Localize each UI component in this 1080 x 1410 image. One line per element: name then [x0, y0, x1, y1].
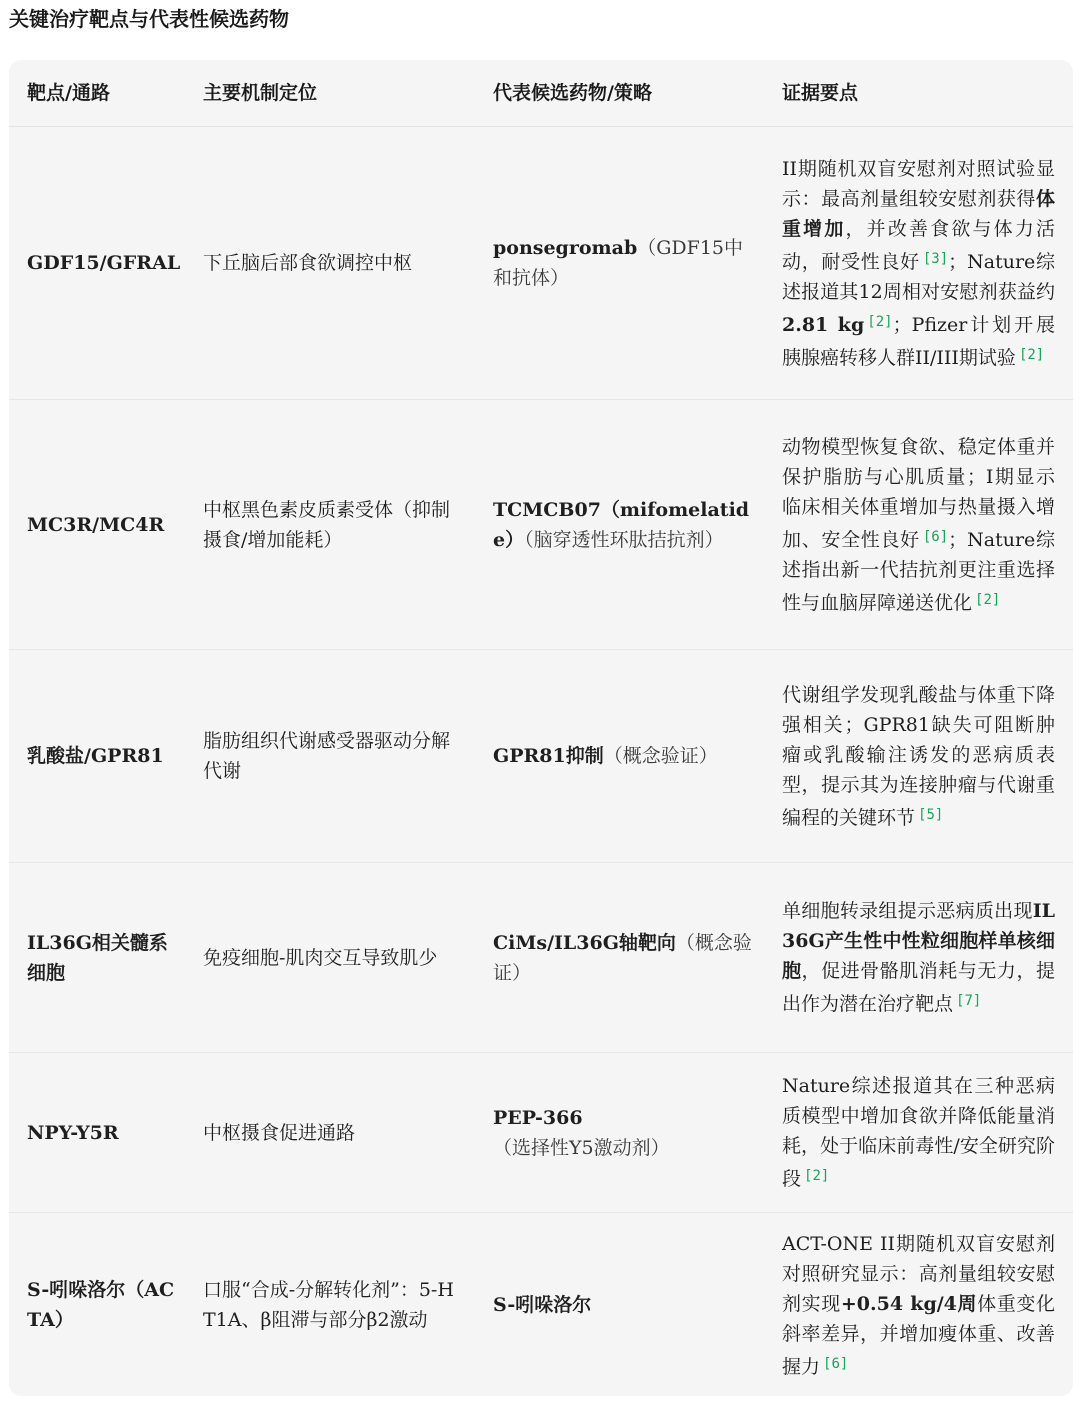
citation-link[interactable]: [5] — [918, 806, 944, 823]
drug-name: ponsegromab — [493, 237, 638, 259]
table-row — [9, 863, 1073, 1053]
evidence-highlight: 体重增加 — [782, 187, 1055, 240]
drug-note: （概念验证） — [603, 745, 718, 767]
mechanism-cell: 免疫细胞-肌肉交互导致肌少 — [203, 946, 438, 969]
drug-name: GPR81抑制 — [493, 745, 604, 767]
drug-cell — [475, 1103, 764, 1163]
drug-name: PEP-366 — [493, 1106, 583, 1129]
citation-link[interactable]: [2] — [975, 591, 1001, 608]
citation-link[interactable]: [2] — [867, 313, 893, 330]
evidence-text: Nature综述报道其在三种恶病质模型中增加食欲并降低能量消耗，处于临床前毒性/安全研究阶段 — [782, 1075, 1055, 1190]
drug-note: （概念验证） — [493, 931, 752, 984]
citation-link[interactable]: [7] — [956, 993, 982, 1009]
evidence-text: 单细胞转录组提示恶病质出现 — [782, 900, 1033, 922]
evidence-cell — [764, 1229, 1073, 1382]
evidence-cell — [764, 432, 1073, 618]
evidence-highlight: +0.54 kg/4周 — [840, 1292, 978, 1315]
evidence-text: ，并改善食欲与体力活动，耐受性良好 — [782, 217, 1055, 273]
page-title: 关键治疗靶点与代表性候选药物 — [9, 7, 289, 31]
mechanism-cell: 脂肪组织代谢感受器驱动分解代谢 — [203, 730, 451, 782]
evidence-cell — [764, 896, 1073, 1019]
mechanism-cell: 中枢黑色素皮质素受体（抑制摄食/增加能耗） — [203, 498, 451, 551]
evidence-text: 体重变化斜率差异，并增加瘦体重、改善握力 — [782, 1292, 1055, 1378]
citation-link[interactable]: [2] — [1018, 346, 1045, 363]
header-evidence: 证据要点 — [782, 82, 859, 104]
evidence-text: ACT-ONE II期随机双盲安慰剂对照研究显示：高剂量组较安慰剂实现 — [782, 1232, 1055, 1315]
drug-cell — [475, 928, 764, 988]
drug-note: （GDF15中和抗体） — [493, 237, 744, 289]
evidence-cell — [764, 154, 1073, 373]
evidence-cell — [764, 680, 1073, 833]
evidence-text: II期随机双盲安慰剂对照试验显示：最高剂量组较安慰剂获得 — [782, 157, 1055, 210]
target-cell: GDF15/GFRAL — [27, 252, 181, 274]
evidence-highlight: 2.81 kg — [782, 313, 865, 336]
mechanism-cell: 下丘脑后部食欲调控中枢 — [203, 252, 413, 274]
mechanism-cell: 口服“合成-分解转化剂”：5-HT1A、β阻滞与部分β2激动 — [203, 1279, 454, 1331]
table-row — [9, 650, 1073, 863]
evidence-text: ；Pfizer计划开展胰腺癌转移人群II/III期试验 — [782, 313, 1056, 369]
header-drug: 代表候选药物/策略 — [493, 82, 652, 104]
drug-name: S-吲哚洛尔 — [493, 1294, 592, 1316]
evidence-text: ，促进骨骼肌消耗与无力，提出作为潜在治疗靶点 — [782, 960, 1055, 1015]
target-cell: NPY-Y5R — [27, 1121, 119, 1144]
evidence-highlight: IL36G产生性中性粒细胞样单核细胞 — [782, 900, 1055, 982]
evidence-cell — [764, 1071, 1073, 1194]
evidence-text: ；Nature综述指出新一代拮抗剂更注重选择性与血脑屏障递送优化 — [782, 528, 1055, 614]
header-target: 靶点/通路 — [27, 82, 110, 104]
mechanism-cell: 中枢摄食促进通路 — [203, 1121, 356, 1144]
citation-link[interactable]: [2] — [804, 1168, 830, 1184]
evidence-text: ；Nature综述报道其12周相对安慰剂获益约 — [782, 250, 1055, 303]
citation-link[interactable]: [6] — [823, 1355, 849, 1372]
target-cell: MC3R/MC4R — [27, 513, 165, 536]
drug-cell — [475, 741, 764, 771]
drug-cell — [475, 233, 764, 293]
table-row — [9, 1053, 1073, 1213]
evidence-text: 动物模型恢复食欲、稳定体重并保护脂肪与心肌质量；I期显示临床相关体重增加与热量摄入增加、安全性良好 — [782, 435, 1055, 551]
targets-table — [9, 60, 1073, 1396]
target-cell: 乳酸盐/GPR81 — [27, 745, 164, 767]
evidence-text: 代谢组学发现乳酸盐与体重下降强相关；GPR81缺失可阻断肿瘤或乳酸输注诱发的恶病质表型，提示其为连接肿瘤与代谢重编程的关键环节 — [782, 683, 1055, 829]
target-cell: IL36G相关髓系细胞 — [27, 931, 168, 984]
drug-note: （脑穿透性环肽拮抗剂） — [524, 528, 724, 551]
citation-link[interactable]: [6] — [922, 528, 949, 545]
target-cell: S-吲哚洛尔（ACTA） — [27, 1279, 175, 1331]
drug-cell — [475, 495, 764, 555]
table-row — [9, 400, 1073, 650]
drug-name: CiMs/IL36G轴靶向 — [493, 931, 676, 954]
table-header-row — [9, 60, 1073, 127]
table-row — [9, 127, 1073, 400]
table-row — [9, 1213, 1073, 1396]
citation-link[interactable]: [3] — [922, 250, 949, 267]
header-mechanism: 主要机制定位 — [203, 82, 318, 104]
drug-cell — [475, 1290, 764, 1320]
drug-note: （选择性Y5激动剂） — [493, 1136, 670, 1159]
drug-name: TCMCB07（mifomelatide） — [493, 498, 750, 551]
